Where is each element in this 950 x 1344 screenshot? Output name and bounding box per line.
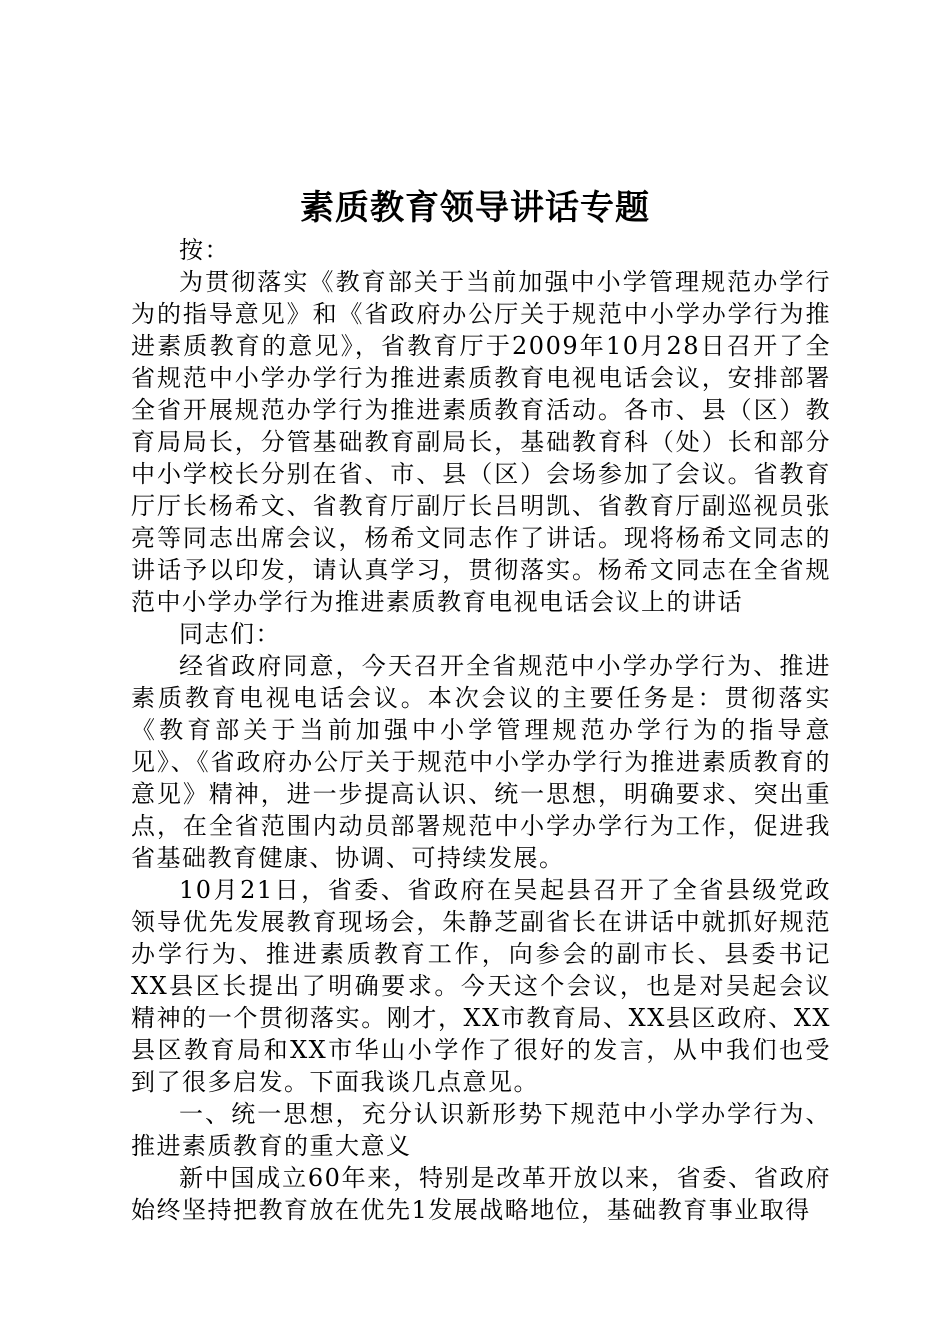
body-paragraph: 新中国成立60年来，特别是改革开放以来，省委、省政府始终坚持把教育放在优先1发展战略地位，基础教育事业取得 [131, 1164, 831, 1224]
document-body [131, 234, 831, 1226]
section-heading: 一、统一思想，充分认识新形势下规范中小学办学行为、推进素质教育的重大意义 [131, 1100, 831, 1160]
body-paragraph: 10月21日，省委、省政府在吴起县召开了全省县级党政领导优先发展教育现场会，朱静芝副省长在讲话中就抓好规范办学行为、推进素质教育工作，向参会的副市长、县委书记XX县区长提出了明确要求。今天这个会议，也是对吴起会议精神的一个贯彻落实。刚才，XX市教育局、XX县区政府、XX县区教育局和XX市华山小学作了很好的发言，从中我们也受到了很多启发。下面我谈几点意见。 [131, 876, 831, 1096]
note-label: 按： [179, 236, 230, 264]
greeting: 同志们： [179, 620, 281, 648]
document-title: 素质教育领导讲话专题 [300, 188, 650, 228]
body-paragraph: 经省政府同意，今天召开全省规范中小学办学行为、推进素质教育电视电话会议。本次会议的主要任务是：贯彻落实《教育部关于当前加强中小学管理规范办学行为的指导意见》、《省政府办公厅关于规范中小学办学行为推进素质教育的意见》精神，进一步提高认识、统一思想，明确要求、突出重点，在全省范围内动员部署规范中小学办学行为工作，促进我省基础教育健康、协调、可持续发展。 [131, 652, 831, 872]
intro-paragraph: 为贯彻落实《教育部关于当前加强中小学管理规范办学行为的指导意见》和《省政府办公厅关于规范中小学办学行为推进素质教育的意见》，省教育厅于2009年10月28日召开了全省规范中小学办学行为推进素质教育电视电话会议，安排部署全省开展规范办学行为推进素质教育活动。各市、县（区）教育局局长，分管基础教育副局长，基础教育科（处）长和部分中小学校长分别在省、市、县（区）会场参加了会议。省教育厅厅长杨希文、省教育厅副厅长吕明凯、省教育厅副巡视员张亮等同志出席会议，杨希文同志作了讲话。现将杨希文同志的讲话予以印发，请认真学习，贯彻落实。杨希文同志在全省规范中小学办学行为推进素质教育电视电话会议上的讲话 [131, 268, 831, 616]
